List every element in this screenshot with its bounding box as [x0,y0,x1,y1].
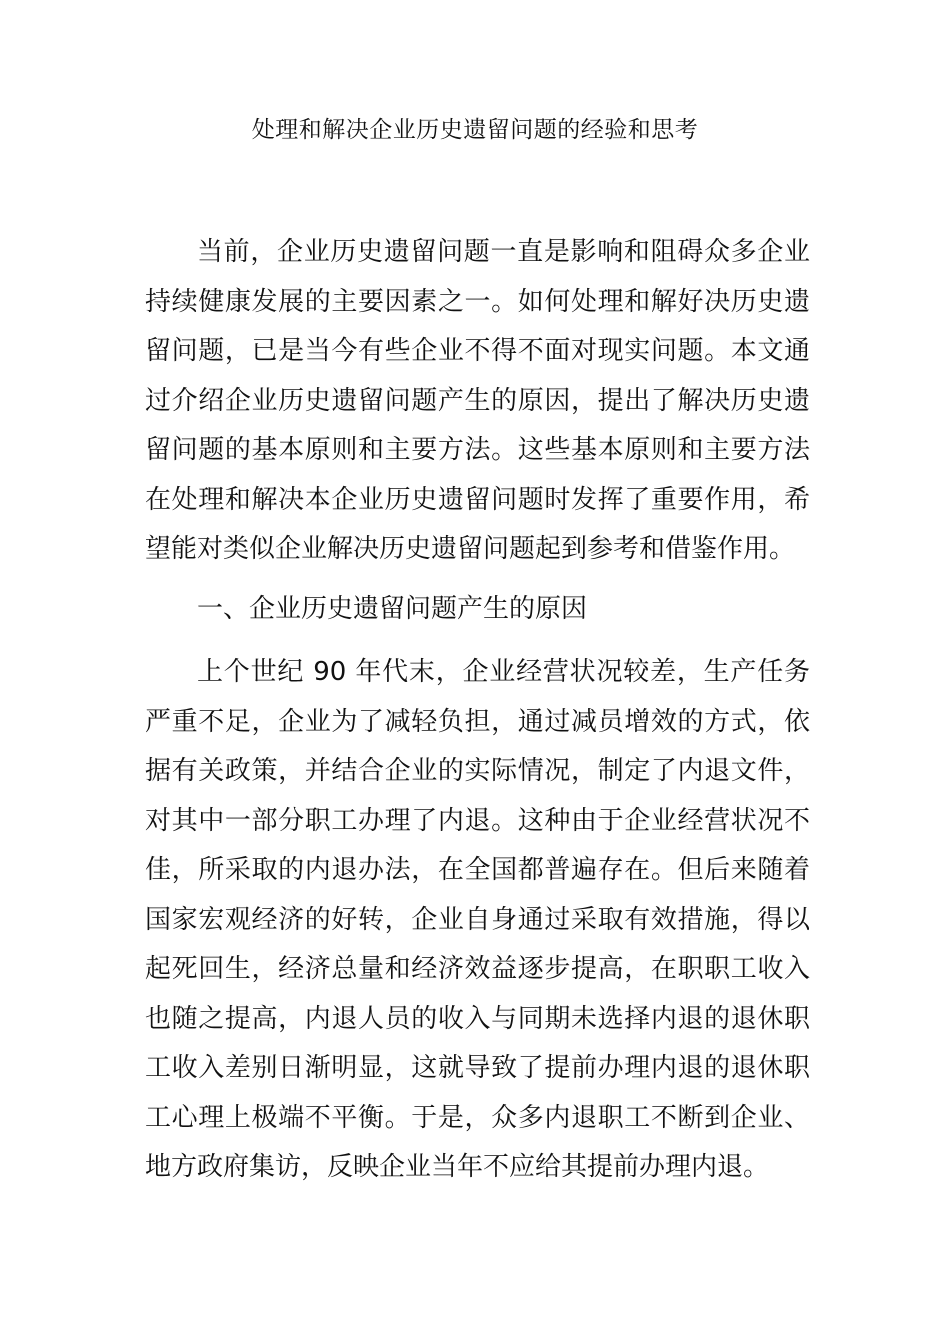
document-body [145,228,810,1203]
document-title: 处理和解决企业历史遗留问题的经验和思考 [251,117,699,143]
intro-paragraph: 当前，企业历史遗留问题一直是影响和阻碍众多企业持续健康发展的主要因素之一。如何处理和解好决历史遗留问题，已是当今有些企业不得不面对现实问题。本文通过介绍企业历史遗留问题产生的原因，提出了解决历史遗留问题的基本原则和主要方法。这些基本原则和主要方法在处理和解决本企业历史遗留问题时发挥了重要作用，希望能对类似企业解决历史遗留问题起到参考和借鉴作用。 [145,237,810,564]
section-paragraph-causes: 上个世纪 90 年代末，企业经营状况较差，生产任务严重不足，企业为了减轻负担，通过减员增效的方式，依据有关政策，并结合企业的实际情况，制定了内退文件，对其中一部分职工办理了内退。这种由于企业经营状况不佳，所采取的内退办法，在全国都普遍存在。但后来随着国家宏观经济的好转，企业自身通过采取有效措施，得以起死回生，经济总量和经济效益逐步提高，在职职工收入也随之提高，内退人员的收入与同期未选择内退的退休职工收入差别日渐明显，这就导致了提前办理内退的退休职工心理上极端不平衡。于是，众多内退职工不断到企业、地方政府集访，反映企业当年不应给其提前办理内退。 [145,657,810,1182]
section-heading-causes: 一、企业历史遗留问题产生的原因 [197,593,588,624]
